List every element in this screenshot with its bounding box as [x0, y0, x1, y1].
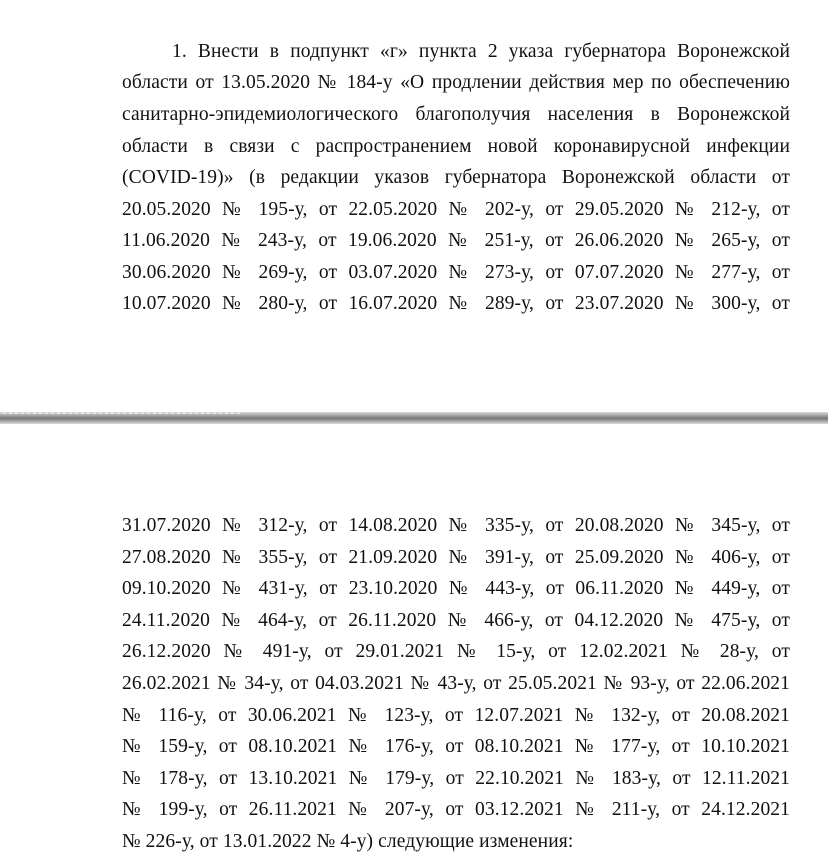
paragraph-line: № 226-у, от 13.01.2022 № 4-у) следующие изменения:	[122, 831, 574, 852]
paragraph-line: № 199-у, от 26.11.2021 № 207-у, от 03.12.2021 № 211-у, от 24.12.2021	[122, 799, 790, 820]
paragraph-line: № 159-у, от 08.10.2021 № 176-у, от 08.10.2021 № 177-у, от 10.10.2021	[122, 736, 790, 757]
paragraph-line: 24.11.2020 № 464-у, от 26.11.2020 № 466-у, от 04.12.2020 № 475-у, от	[122, 610, 790, 631]
paragraph-line: 31.07.2020 № 312-у, от 14.08.2020 № 335-у, от 20.08.2020 № 345-у, от	[122, 515, 790, 536]
paragraph-line: № 116-у, от 30.06.2021 № 123-у, от 12.07.2021 № 132-у, от 20.08.2021	[122, 705, 790, 726]
paragraph-line: 20.05.2020 № 195-у, от 22.05.2020 № 202-у, от 29.05.2020 № 212-у, от	[122, 199, 790, 220]
paragraph-line: № 178-у, от 13.10.2021 № 179-у, от 22.10.2021 № 183-у, от 12.11.2021	[122, 768, 790, 789]
paragraph-line: 11.06.2020 № 243-у, от 19.06.2020 № 251-у, от 26.06.2020 № 265-у, от	[122, 230, 790, 251]
paragraph-line: (COVID-19)» (в редакции указов губернатора Воронежской области от	[122, 167, 790, 188]
page-separator	[0, 412, 828, 424]
document-page-2	[0, 424, 828, 862]
paragraph-line: 26.02.2021 № 34-у, от 04.03.2021 № 43-у, от 25.05.2021 № 93-у, от 22.06.2021	[122, 673, 790, 694]
paragraph-line: 09.10.2020 № 431-у, от 23.10.2020 № 443-у, от 06.11.2020 № 449-у, от	[122, 578, 790, 599]
paragraph-line: 26.12.2020 № 491-у, от 29.01.2021 № 15-у, от 12.02.2021 № 28-у, от	[122, 641, 790, 662]
paragraph-line: 27.08.2020 № 355-у, от 21.09.2020 № 391-у, от 25.09.2020 № 406-у, от	[122, 547, 790, 568]
document-page-1	[0, 0, 828, 412]
paragraph-line: санитарно-эпидемиологического благополучия населения в Воронежской	[122, 104, 790, 125]
paragraph-line: 30.06.2020 № 269-у, от 03.07.2020 № 273-у, от 07.07.2020 № 277-у, от	[122, 262, 790, 283]
paragraph-line: 1. Внести в подпункт «г» пункта 2 указа губернатора Воронежской	[172, 41, 790, 62]
paragraph-line: 10.07.2020 № 280-у, от 16.07.2020 № 289-у, от 23.07.2020 № 300-у, от	[122, 293, 790, 314]
paragraph-line: области от 13.05.2020 № 184-у «О продлении действия мер по обеспечению	[122, 72, 790, 93]
paragraph-line: области в связи с распространением новой коронавирусной инфекции	[122, 136, 790, 157]
